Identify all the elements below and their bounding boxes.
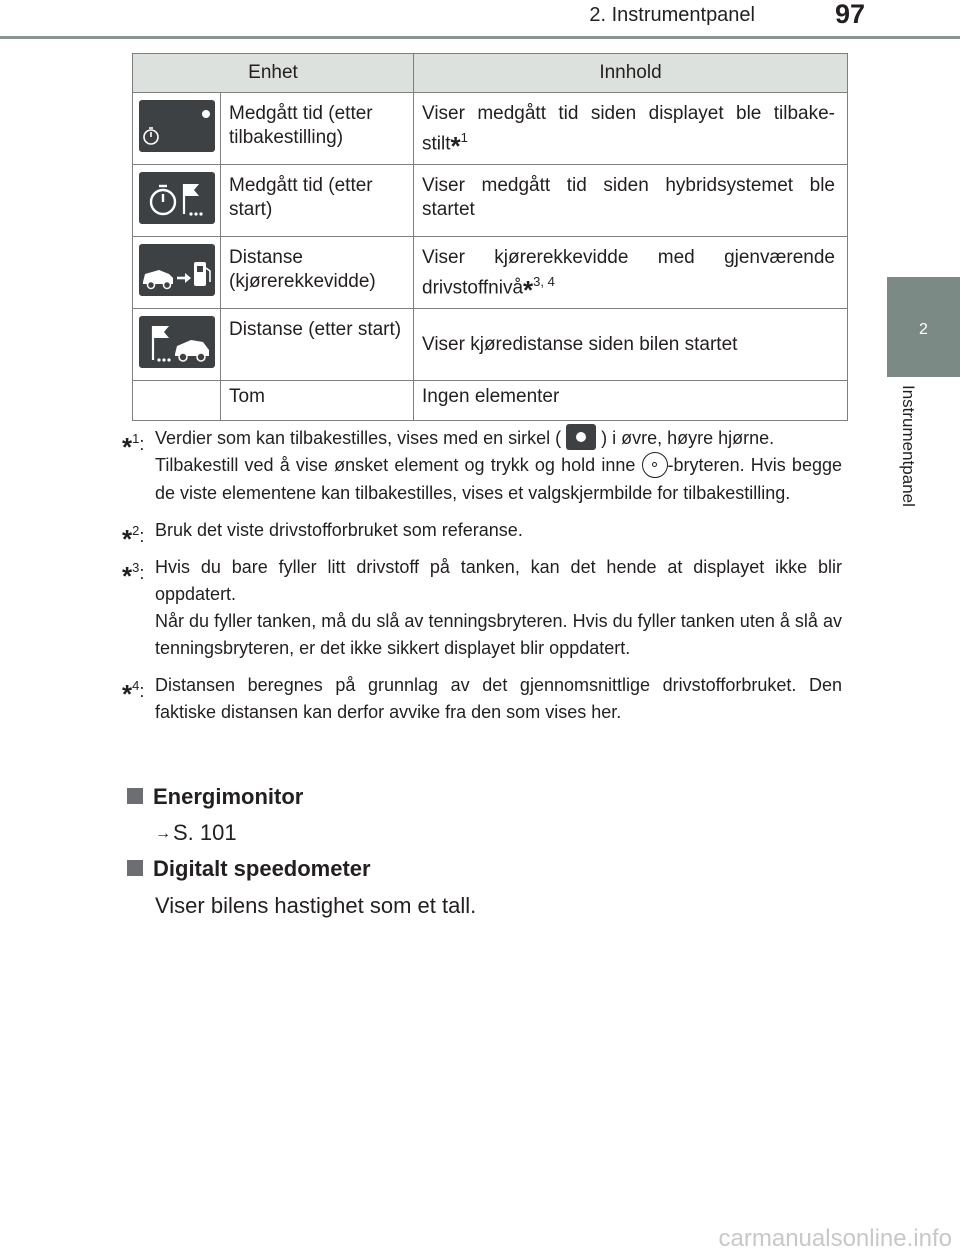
item-name: Medgått tid (etter start) [221,165,414,237]
header-innhold: Innhold [414,54,848,93]
item-desc: Ingen elementer [414,381,848,421]
section-body: Viser bilens hastighet som et tall. [155,893,477,918]
item-desc: Viser kjørerekkevidde med gjenværende drivstoffnivå*$^{3, 4}$ [414,237,848,309]
table-row [133,165,848,237]
table-row [133,237,848,309]
footnotes [122,425,842,736]
flag-car-icon [139,316,215,368]
chapter-label-container [896,385,924,545]
bullet-square-icon [127,788,143,804]
car-to-fuel-pump-icon [139,244,215,296]
dial-button-icon [642,452,668,478]
reset-dot-icon [566,424,596,450]
item-desc: Viser kjøredistanse siden bilen startet [414,309,848,381]
chapter-number: 2 [919,321,928,338]
chapter-tab [887,277,960,377]
header-enhet: Enhet [133,54,414,93]
item-name: Distanse (etter start) [221,309,414,381]
page-reference-link[interactable]: S. 101 [173,820,237,845]
page-header [0,0,960,40]
item-desc: Viser medgått tid siden displayet ble tilbake-stilt*$^1$ [414,93,848,165]
empty-icon-cell [133,381,221,421]
section-title: 2. Instrumentpanel [589,4,755,26]
items-table [132,53,848,421]
arrow-right-icon: → [155,825,171,842]
footnote-2: *$^2$: Bruk det viste drivstofforbruket som referanse. [122,519,523,554]
footnote-4: *$^4$: Distansen beregnes på grunnlag av det gjennomsnittlige drivstofforbruket. Den faktiske distansen kan derfor avvike fra den som vises her. [122,674,842,722]
table-row [133,381,848,421]
item-name: Distanse (kjørerekkevidde) [221,237,414,309]
stopwatch-reset-icon [139,100,215,152]
stopwatch-flag-icon [139,172,215,224]
table-row [133,309,848,381]
bullet-square-icon [127,860,143,876]
footnote-1: *$^1$: Verdier som kan tilbakestilles, vises med en sirkel ( ) i øvre, høyre hjørne. Tilbakestill ved å vise ønsket element og trykk og hold inne -bryteren. Hvis begge de viste elementene kan tilbakestilles, vises et valgskjermbilde for tilbakestilling. [122,425,842,507]
section-heading: Digitalt speedometer [127,856,371,882]
item-desc: Viser medgått tid siden hybridsystemet ble startet [414,165,848,237]
header-rule [0,36,960,39]
watermark: carmanualsonline.info [718,1225,952,1252]
table-header-row [133,54,848,93]
item-name: Medgått tid (etter tilbakestilling) [221,93,414,165]
chapter-label: Instrumentpanel [899,385,918,507]
table-row [133,93,848,165]
section-body[interactable] [155,820,237,846]
section-heading: Energimonitor [127,784,303,810]
page-number: 97 [834,0,865,29]
footnote-3: *$^3$: Hvis du bare fyller litt drivstoff på tanken, kan det hende at displayet ikke blir oppdatert. Når du fyller tanken, må du slå av tenningsbryteren. Hvis du fyller tanken uten å slå av tenningsbryteren, er det ikke sikkert displayet blir oppdatert. [122,556,842,658]
item-name: Tom [221,381,414,421]
